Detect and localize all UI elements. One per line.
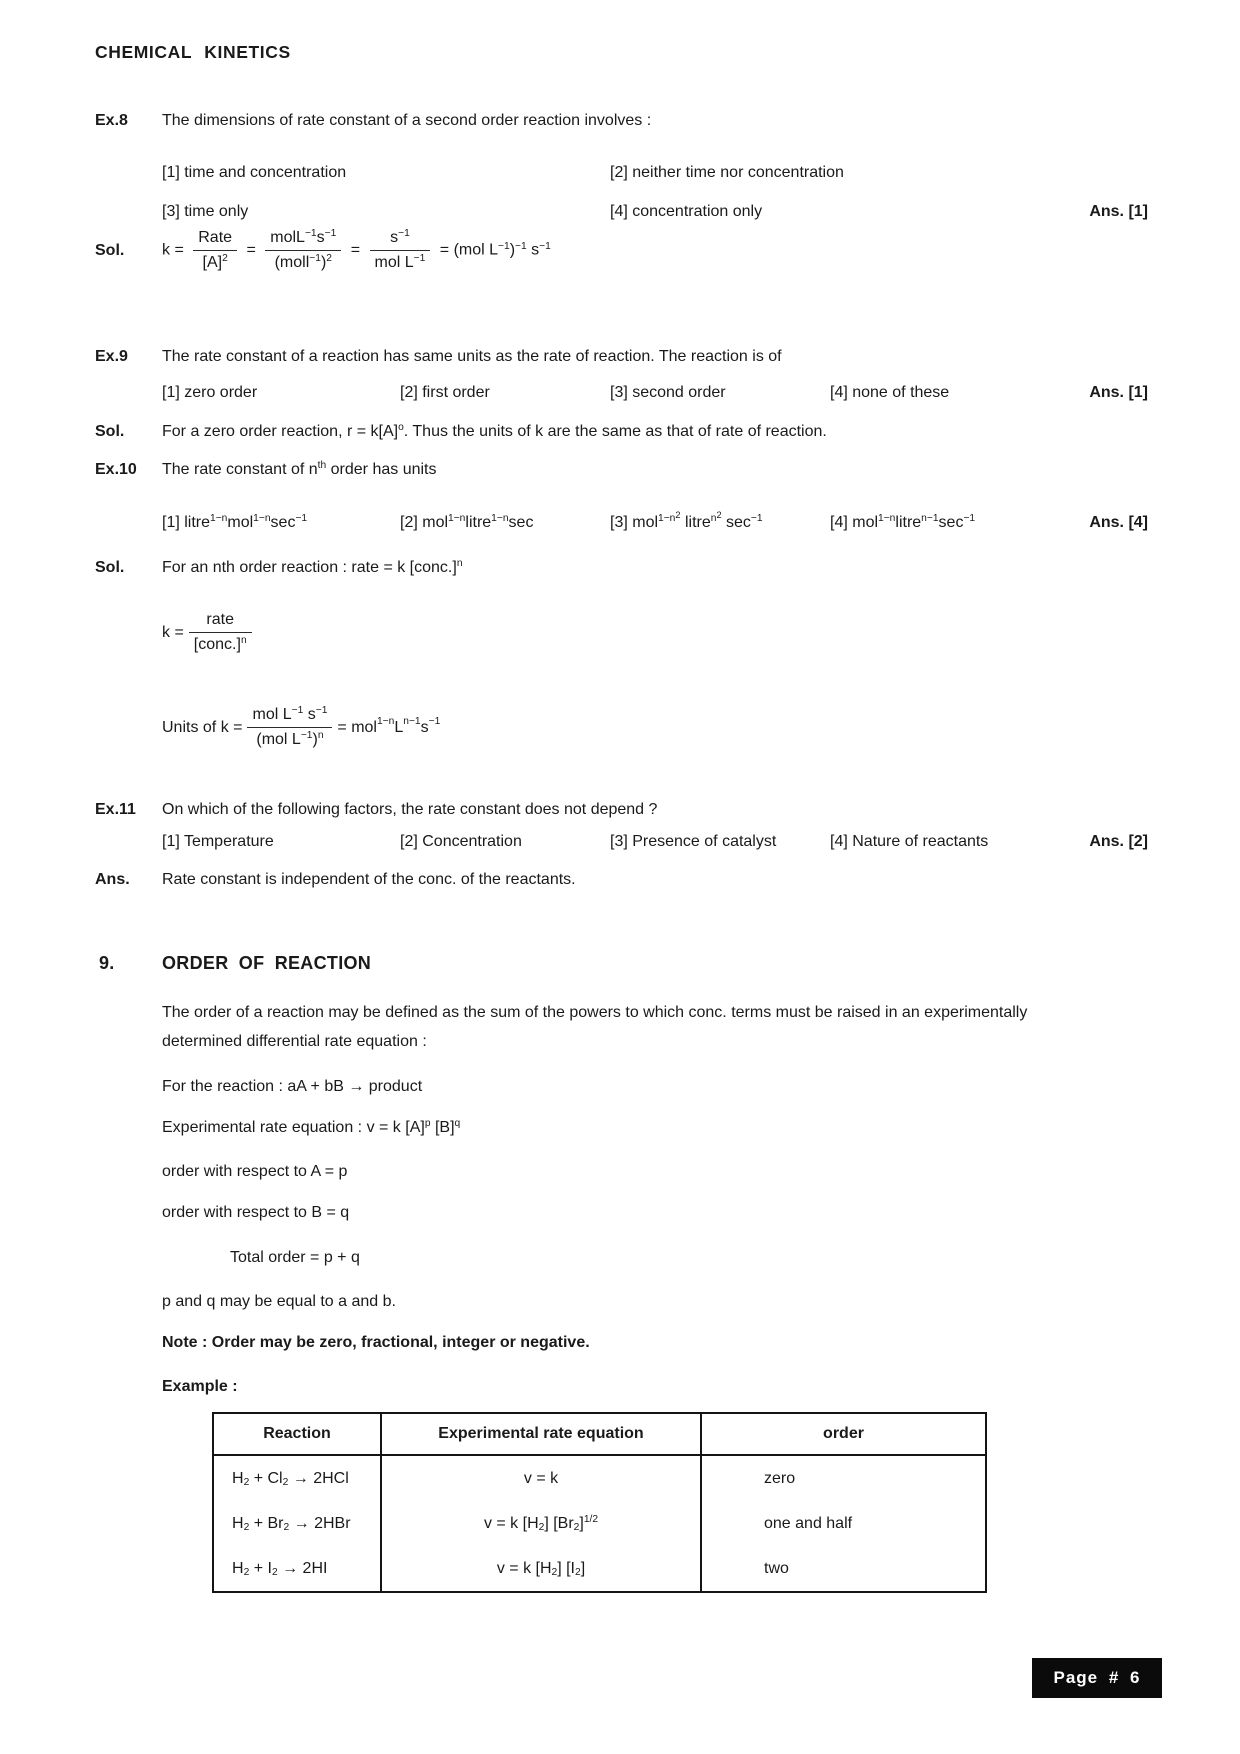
note-line: Note : Order may be zero, fractional, integer or negative. bbox=[162, 1334, 590, 1351]
ex10-option-3: [3] mol$^{1-n^2}$ litre$^{n^2}$ $\sec^{-1}$ bbox=[610, 510, 763, 531]
ex8-answer: Ans. [1] bbox=[1089, 203, 1148, 220]
ex9-option-2: [2] first order bbox=[400, 384, 490, 401]
table-header-reaction: Reaction bbox=[213, 1413, 381, 1455]
cell-reaction: $H_2 + I_2 \to 2HI$ bbox=[213, 1546, 381, 1592]
line-p-and-q: p and q may be equal to a and b. bbox=[162, 1293, 396, 1310]
ex11-option-2: [2] Concentration bbox=[400, 833, 522, 850]
section-heading: ORDER OF REACTION bbox=[162, 953, 372, 973]
ex8-label: Ex.8 bbox=[95, 112, 128, 129]
line-order-b: order with respect to B = q bbox=[162, 1204, 350, 1221]
ex11-option-1: [1] Temperature bbox=[162, 833, 274, 850]
ex10-option-2: [2] mol$^{1-n}$litre$^{1-n}$sec bbox=[400, 513, 534, 531]
ex10-question: The rate constant of $n^{th}$ order has units bbox=[162, 460, 437, 478]
table-header-equation: Experimental rate equation bbox=[381, 1413, 701, 1455]
ex8-option-4: [4] concentration only bbox=[610, 203, 763, 220]
ex10-answer: Ans. [4] bbox=[1089, 514, 1148, 531]
ex9-answer: Ans. [1] bbox=[1089, 384, 1148, 401]
line-for-reaction: For the reaction : aA + bB → product bbox=[162, 1078, 423, 1095]
ex8-solution-row bbox=[95, 228, 551, 273]
table-row bbox=[213, 1455, 986, 1501]
reaction-order-table bbox=[212, 1412, 987, 1593]
table-row bbox=[213, 1546, 986, 1592]
ex11-label: Ex.11 bbox=[95, 801, 136, 818]
ex9-solution-text: For a zero order reaction, $r = k[A]^o$. Thus the units of k are the same as that of rate of reaction. bbox=[162, 422, 827, 440]
cell-order: two bbox=[701, 1546, 986, 1592]
cell-equation: v = k $[H_2]$ $[I_2]$ bbox=[381, 1546, 701, 1592]
ex10-k-formula: k = $\frac{\text{rate}}{[conc.]^n}$ bbox=[162, 610, 257, 655]
table-row bbox=[213, 1501, 986, 1546]
ex9-solution-label: Sol. bbox=[95, 423, 125, 440]
cell-reaction: $H_2 + Br_2 \to 2HBr$ bbox=[213, 1501, 381, 1546]
line-rate-equation: Experimental rate equation : v = k $[A]^p$ $[B]^q$ bbox=[162, 1118, 461, 1136]
ex8-solution-formula: k = $\frac{\text{Rate}}{[A]^2}$ = $\frac{molL^{-1}s^{-1}}{(moll^{-1})^2}$ = $\frac{s^{-1}}{mol L^{-1}}$ = (mol $L^{-1})^{-1}$ $s^{-1}$ bbox=[162, 228, 551, 271]
ex11-option-4: [4] Nature of reactants bbox=[830, 833, 989, 850]
ex8-question: The dimensions of rate constant of a second order reaction involves : bbox=[162, 112, 652, 129]
cell-order: zero bbox=[701, 1455, 986, 1501]
ex11-ans-label: Ans. bbox=[95, 871, 130, 888]
section-number: 9. bbox=[99, 953, 115, 973]
ex10-solution-label: Sol. bbox=[95, 559, 125, 576]
cell-equation: v = k $[H_2]$ $[Br_2]^{1/2}$ bbox=[381, 1501, 701, 1546]
cell-order: one and half bbox=[701, 1501, 986, 1546]
cell-equation: v = k bbox=[381, 1455, 701, 1501]
ex11-question: On which of the following factors, the rate constant does not depend ? bbox=[162, 801, 658, 818]
table-header-row bbox=[213, 1413, 986, 1455]
ex11-ans-text: Rate constant is independent of the conc. of the reactants. bbox=[162, 871, 576, 888]
ex10-option-1: [1] $litre^{1-n}mol^{1-n}\sec^{-1}$ bbox=[162, 513, 308, 531]
example-label: Example : bbox=[162, 1378, 238, 1395]
ex9-label: Ex.9 bbox=[95, 348, 128, 365]
ex10-option-4: [4] $mol^{1-n}litre^{n-1}\sec^{-1}$ bbox=[830, 513, 976, 531]
ex8-option-3: [3] time only bbox=[162, 203, 249, 220]
ex9-question: The rate constant of a reaction has same units as the rate of reaction. The reaction is of bbox=[162, 348, 782, 365]
definition-paragraph: The order of a reaction may be defined as the sum of the powers to which conc. terms must be raised in an experimentally determined differential rate equation : bbox=[162, 1004, 1028, 1050]
table-header-order: order bbox=[701, 1413, 986, 1455]
ex11-answer: Ans. [2] bbox=[1089, 833, 1148, 850]
ex9-option-1: [1] zero order bbox=[162, 384, 258, 401]
line-order-a: order with respect to A = p bbox=[162, 1163, 348, 1180]
ex10-solution-intro: For an nth order reaction : rate = k [conc.]$^n$ bbox=[162, 558, 463, 576]
page-title: CHEMICAL KINETICS bbox=[95, 42, 291, 62]
ex8-option-1: [1] time and concentration bbox=[162, 164, 347, 181]
ex10-units-formula: Units of k = $\frac{mol L^{-1} s^{-1}}{(mol L^{-1})^n}$ = mol $^{1-n}$ L $^{n-1}$ s $^{-1}$ bbox=[162, 705, 441, 748]
ex9-option-3: [3] second order bbox=[610, 384, 726, 401]
line-total-order: Total order = p + q bbox=[230, 1249, 360, 1266]
ex8-solution-label: Sol. bbox=[95, 241, 125, 259]
cell-reaction: $H_2 + Cl_2 \to 2HCl$ bbox=[213, 1455, 381, 1501]
ex9-option-4: [4] none of these bbox=[830, 384, 950, 401]
ex10-label: Ex.10 bbox=[95, 461, 137, 478]
ex8-option-2: [2] neither time nor concentration bbox=[610, 164, 844, 181]
ex11-option-3: [3] Presence of catalyst bbox=[610, 833, 777, 850]
page-number-badge: Page # 6 bbox=[1032, 1658, 1162, 1698]
